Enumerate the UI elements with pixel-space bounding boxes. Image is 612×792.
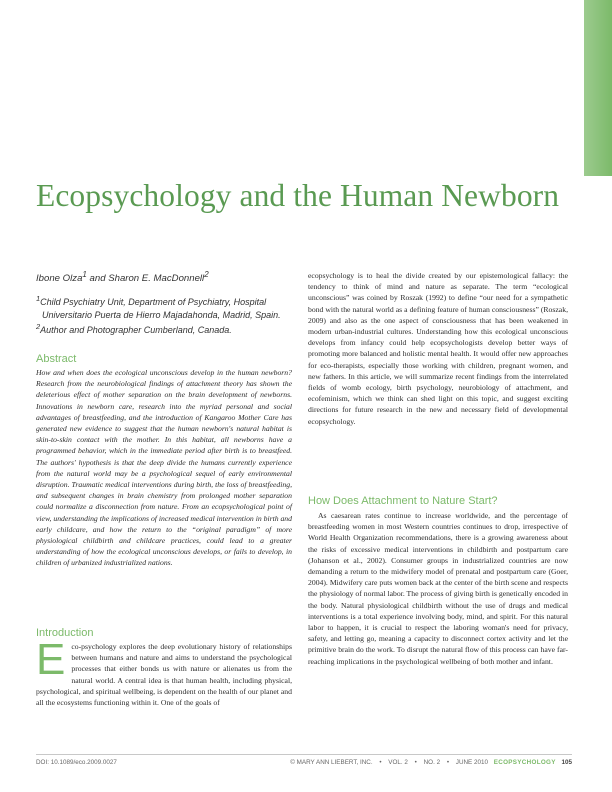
abstract-text: How and when does the ecological unconscious develop in the human newborn? Research from the neurobiological findings of attachment theory has shown the deleterious effect of mother separation on the brain development of newborns. Innovations in newborn care, research into the myriad personal and social advantages of breastfeeding, and the introduction of Kangaroo Mother Care has generated new evidence to suggest that the human newborn's natural habitat is skin-to-skin contact with the mother. In this habitat, all newborns have a programmed behavior, which in the immediate period after birth is to breastfeed. The authors' hypothesis is that the deep divide the humans currently experience from the natural world may be a psychological sequel of early environmental disruption. Traumatic medical interventions during birth, the loss of breastfeeding, and subsequent changes in brain chemistry from prolonged mother separation could normalize a disconnection from nature. From an ecopsychological point of view, understanding the implications of increased medical intervention in birth and early childcare, and how the return to the “original paradigm” of more physiological childbirth and childcare practices, could lead to a greater understanding of how the ecological unconscious develops, or fails to develop, in children of urbanized industrialized nations. bbox=[36, 368, 292, 568]
footer-journal-name: ECOPSYCHOLOGY bbox=[493, 759, 556, 766]
author-2-name: Sharon E. MacDonnell bbox=[108, 273, 205, 285]
affiliation-2-superscript: 2 bbox=[36, 322, 41, 331]
author-1-name: Ibone Olza bbox=[36, 273, 83, 285]
affiliations bbox=[36, 293, 298, 337]
footer-publisher: © MARY ANN LIEBERT, INC. bbox=[290, 759, 373, 766]
drop-cap-letter: E bbox=[36, 635, 66, 684]
green-tab-shade bbox=[584, 0, 612, 176]
article-title: Ecopsychology and the Human Newborn bbox=[36, 178, 560, 213]
footer-doi: DOI: 10.1089/eco.2009.0027 bbox=[36, 759, 117, 766]
author-2-superscript: 2 bbox=[204, 270, 209, 279]
affiliation-2 bbox=[36, 321, 298, 337]
author-1-superscript: 1 bbox=[82, 270, 87, 279]
affiliation-2-text: Author and Photographer Cumberland, Canada. bbox=[40, 325, 232, 335]
footer-publication-info bbox=[290, 759, 572, 766]
section-heading-attachment: How Does Attachment to Nature Start? bbox=[308, 495, 498, 507]
affiliation-1-superscript: 1 bbox=[36, 294, 41, 303]
author-connector: and bbox=[86, 273, 109, 285]
footer-issue: NO. 2 bbox=[423, 759, 441, 766]
footer-bullet: • bbox=[446, 759, 450, 766]
section2-text: As caesarean rates continue to increase worldwide, and the percentage of breastfeeding women in most Western countries continues to drop, irrespective of World Health Organization recommendations, there is a growing awareness about the risks of excessive medical interventions in childbirth and postpartum care (Johanson et al., 2002). Consumer groups in industrialized countries are now demanding a return to the midwifery model of prenatal and postpartum care (Goer, 2004). Midwifery care puts women back at the center of the birth scene and respects the physiology of normal labor. The process of giving birth is genetically encoded in the body. Natural physiological childbirth without the use of drugs and medical interventions is a total experience involving body, mind, and spirit. For this natural labor to happen, it is crucial to respect the laboring woman's need for privacy, safety, and letting go, meaning a capacity to disconnect cortex activity and let the primitive brain do the work. To disrupt the natural flow of this process can have far-reaching implications in the psychological wellbeing of both mother and infant. bbox=[308, 511, 568, 666]
introduction-heading: Introduction bbox=[36, 627, 94, 639]
footer-date: JUNE 2010 bbox=[455, 759, 488, 766]
footer-page-number: 105 bbox=[561, 759, 572, 766]
footer-volume: VOL. 2 bbox=[388, 759, 408, 766]
introduction-body: co-psychology explores the deep evolutionary history of relationships between humans and nature and aims to understand the psychological processes that either bonds us with nature or alienates us from the natural world. A central idea is that human health, including physical, psychological, and spiritual wellbeing, is dependent on the health of our planet and all the ecosystems functioning within it. One of the goals of bbox=[36, 642, 292, 708]
abstract-heading: Abstract bbox=[36, 353, 77, 365]
affiliation-1 bbox=[36, 293, 298, 321]
footer-rule bbox=[36, 754, 572, 755]
introduction-text bbox=[36, 635, 292, 708]
author-line bbox=[36, 270, 296, 284]
footer-bullet: • bbox=[379, 759, 382, 766]
affiliation-1-text: Child Psychiatry Unit, Department of Psychiatry, Hospital Universitario Puerta de Hierro Majadahonda, Madrid, Spain. bbox=[40, 297, 281, 320]
footer-bullet: • bbox=[414, 759, 417, 766]
column2-continuation-text: ecopsychology is to heal the divide created by our epistemological fallacy: the tendency to think of mind and nature as separate. The term “ecological unconscious” was coined by Roszak (1992) to define “our need for a sympathetic bond with the natural world as a defining feature of human consciousness” (Roszak, 2009) and also as the one aspect of consciousness that has been weakened in modern urban-industrial cultures. Understanding how this ecological unconscious develops from infancy could help ecopsychologists develop better ways of promoting more balanced and holistic mental health. It would offer new approaches for eco-therapists, especially those working with children, pregnant women, and new fathers. In this article, we will summarize recent findings from the interrelated fields of womb ecology, birth psychology, neurobiology of attachment, and ecofeminism, which we think can shed light on this topic, and suggest exciting directions for future research in the new and necessary field of developmental ecopsychology. bbox=[308, 271, 568, 426]
